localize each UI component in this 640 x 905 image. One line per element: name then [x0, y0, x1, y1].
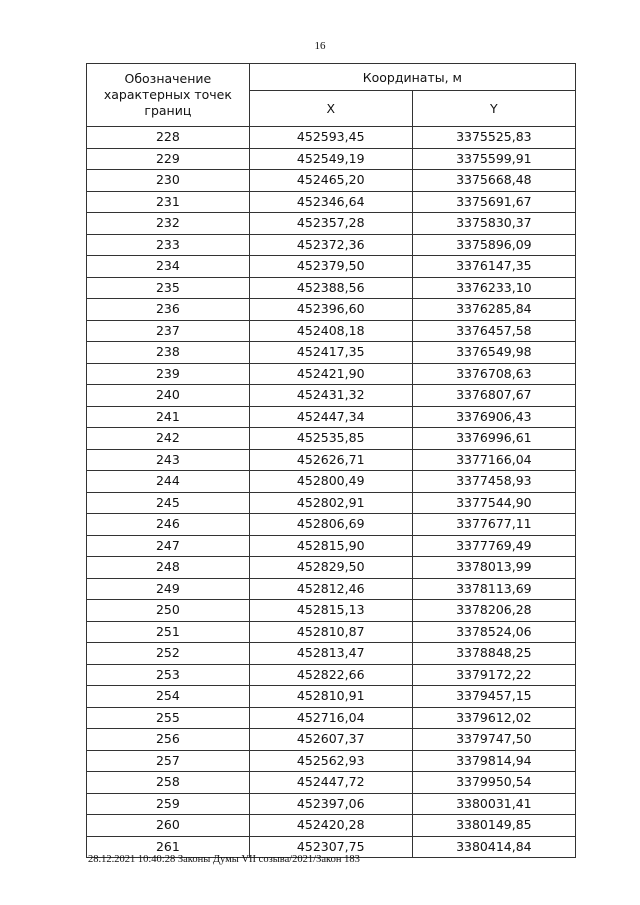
table-row [87, 256, 576, 278]
table-row [87, 793, 576, 815]
x-coordinate: 452420,28 [249, 815, 412, 837]
x-coordinate: 452307,75 [249, 836, 412, 858]
table-body [87, 127, 576, 858]
y-coordinate: 3376549,98 [412, 342, 575, 364]
x-coordinate: 452396,60 [249, 299, 412, 321]
point-number: 231 [87, 191, 250, 213]
y-coordinate: 3378113,69 [412, 578, 575, 600]
point-number: 252 [87, 643, 250, 665]
point-number: 235 [87, 277, 250, 299]
y-coordinate: 3375599,91 [412, 148, 575, 170]
table-row [87, 127, 576, 149]
point-number: 240 [87, 385, 250, 407]
point-number: 234 [87, 256, 250, 278]
y-coordinate: 3379612,02 [412, 707, 575, 729]
point-number: 238 [87, 342, 250, 364]
x-coordinate: 452346,64 [249, 191, 412, 213]
table-row [87, 729, 576, 751]
y-coordinate: 3379814,94 [412, 750, 575, 772]
y-coordinate: 3376906,43 [412, 406, 575, 428]
table-row [87, 664, 576, 686]
table-row [87, 363, 576, 385]
point-number: 258 [87, 772, 250, 794]
table-row [87, 170, 576, 192]
point-number: 244 [87, 471, 250, 493]
y-coordinate: 3376996,61 [412, 428, 575, 450]
point-number: 257 [87, 750, 250, 772]
x-coordinate: 452607,37 [249, 729, 412, 751]
y-coordinate: 3377769,49 [412, 535, 575, 557]
table-row [87, 471, 576, 493]
y-coordinate: 3379457,15 [412, 686, 575, 708]
x-coordinate: 452372,36 [249, 234, 412, 256]
point-number: 245 [87, 492, 250, 514]
y-coordinate: 3378524,06 [412, 621, 575, 643]
table-row [87, 277, 576, 299]
x-coordinate: 452535,85 [249, 428, 412, 450]
table-row [87, 191, 576, 213]
table-row [87, 406, 576, 428]
y-coordinate: 3377544,90 [412, 492, 575, 514]
point-number: 253 [87, 664, 250, 686]
y-coordinate: 3380149,85 [412, 815, 575, 837]
table-row [87, 213, 576, 235]
x-coordinate: 452815,13 [249, 600, 412, 622]
x-coordinate: 452465,20 [249, 170, 412, 192]
x-coordinate: 452593,45 [249, 127, 412, 149]
x-coordinate: 452417,35 [249, 342, 412, 364]
y-coordinate: 3378013,99 [412, 557, 575, 579]
table-row [87, 686, 576, 708]
x-coordinate: 452822,66 [249, 664, 412, 686]
y-coordinate: 3377458,93 [412, 471, 575, 493]
coordinates-table [86, 63, 576, 858]
table-row [87, 750, 576, 772]
table-row [87, 643, 576, 665]
y-coordinate: 3375691,67 [412, 191, 575, 213]
x-coordinate: 452379,50 [249, 256, 412, 278]
y-coordinate: 3379747,50 [412, 729, 575, 751]
y-coordinate: 3375525,83 [412, 127, 575, 149]
table-row [87, 449, 576, 471]
x-coordinate: 452408,18 [249, 320, 412, 342]
y-coordinate: 3377677,11 [412, 514, 575, 536]
page-number: 16 [314, 40, 326, 52]
point-number: 233 [87, 234, 250, 256]
x-coordinate: 452447,72 [249, 772, 412, 794]
y-coordinate: 3380414,84 [412, 836, 575, 858]
y-coordinate: 3375668,48 [412, 170, 575, 192]
table-row [87, 234, 576, 256]
point-number: 247 [87, 535, 250, 557]
x-coordinate: 452447,34 [249, 406, 412, 428]
point-number: 256 [87, 729, 250, 751]
x-coordinate: 452397,06 [249, 793, 412, 815]
table-row [87, 385, 576, 407]
table-row [87, 707, 576, 729]
point-number: 236 [87, 299, 250, 321]
x-coordinate: 452421,90 [249, 363, 412, 385]
table-row [87, 148, 576, 170]
header-coordinates: Координаты, м [249, 64, 575, 91]
point-number: 261 [87, 836, 250, 858]
point-number: 249 [87, 578, 250, 600]
point-number: 230 [87, 170, 250, 192]
y-coordinate: 3380031,41 [412, 793, 575, 815]
point-number: 254 [87, 686, 250, 708]
table-row [87, 514, 576, 536]
y-coordinate: 3378206,28 [412, 600, 575, 622]
point-number: 243 [87, 449, 250, 471]
y-coordinate: 3376147,35 [412, 256, 575, 278]
x-coordinate: 452813,47 [249, 643, 412, 665]
y-coordinate: 3376708,63 [412, 363, 575, 385]
table-row [87, 492, 576, 514]
x-coordinate: 452626,71 [249, 449, 412, 471]
x-coordinate: 452812,46 [249, 578, 412, 600]
x-coordinate: 452806,69 [249, 514, 412, 536]
header-x: X [249, 91, 412, 127]
x-coordinate: 452810,87 [249, 621, 412, 643]
y-coordinate: 3378848,25 [412, 643, 575, 665]
y-coordinate: 3379172,22 [412, 664, 575, 686]
x-coordinate: 452815,90 [249, 535, 412, 557]
point-number: 250 [87, 600, 250, 622]
table-row [87, 320, 576, 342]
x-coordinate: 452802,91 [249, 492, 412, 514]
point-number: 248 [87, 557, 250, 579]
y-coordinate: 3376285,84 [412, 299, 575, 321]
y-coordinate: 3376233,10 [412, 277, 575, 299]
point-number: 239 [87, 363, 250, 385]
point-number: 229 [87, 148, 250, 170]
point-number: 232 [87, 213, 250, 235]
point-number: 255 [87, 707, 250, 729]
x-coordinate: 452562,93 [249, 750, 412, 772]
y-coordinate: 3375896,09 [412, 234, 575, 256]
table-row [87, 578, 576, 600]
x-coordinate: 452549,19 [249, 148, 412, 170]
footer-stamp: 28.12.2021 10:40:28 Законы Думы VII созыва/2021/Закон 183 [88, 854, 360, 865]
table-row [87, 557, 576, 579]
y-coordinate: 3376457,58 [412, 320, 575, 342]
x-coordinate: 452357,28 [249, 213, 412, 235]
x-coordinate: 452810,91 [249, 686, 412, 708]
x-coordinate: 452388,56 [249, 277, 412, 299]
point-number: 259 [87, 793, 250, 815]
y-coordinate: 3376807,67 [412, 385, 575, 407]
x-coordinate: 452431,32 [249, 385, 412, 407]
table-row [87, 600, 576, 622]
point-number: 241 [87, 406, 250, 428]
x-coordinate: 452716,04 [249, 707, 412, 729]
point-number: 237 [87, 320, 250, 342]
point-number: 228 [87, 127, 250, 149]
x-coordinate: 452800,49 [249, 471, 412, 493]
table-row [87, 815, 576, 837]
table-row [87, 772, 576, 794]
header-y: Y [412, 91, 575, 127]
y-coordinate: 3375830,37 [412, 213, 575, 235]
y-coordinate: 3377166,04 [412, 449, 575, 471]
point-number: 246 [87, 514, 250, 536]
point-number: 260 [87, 815, 250, 837]
table-row [87, 535, 576, 557]
table-row [87, 299, 576, 321]
point-number: 242 [87, 428, 250, 450]
y-coordinate: 3379950,54 [412, 772, 575, 794]
table-row [87, 342, 576, 364]
table-row [87, 428, 576, 450]
header-point-name: Обозначение характерных точек границ [87, 64, 250, 127]
table-row [87, 621, 576, 643]
point-number: 251 [87, 621, 250, 643]
x-coordinate: 452829,50 [249, 557, 412, 579]
